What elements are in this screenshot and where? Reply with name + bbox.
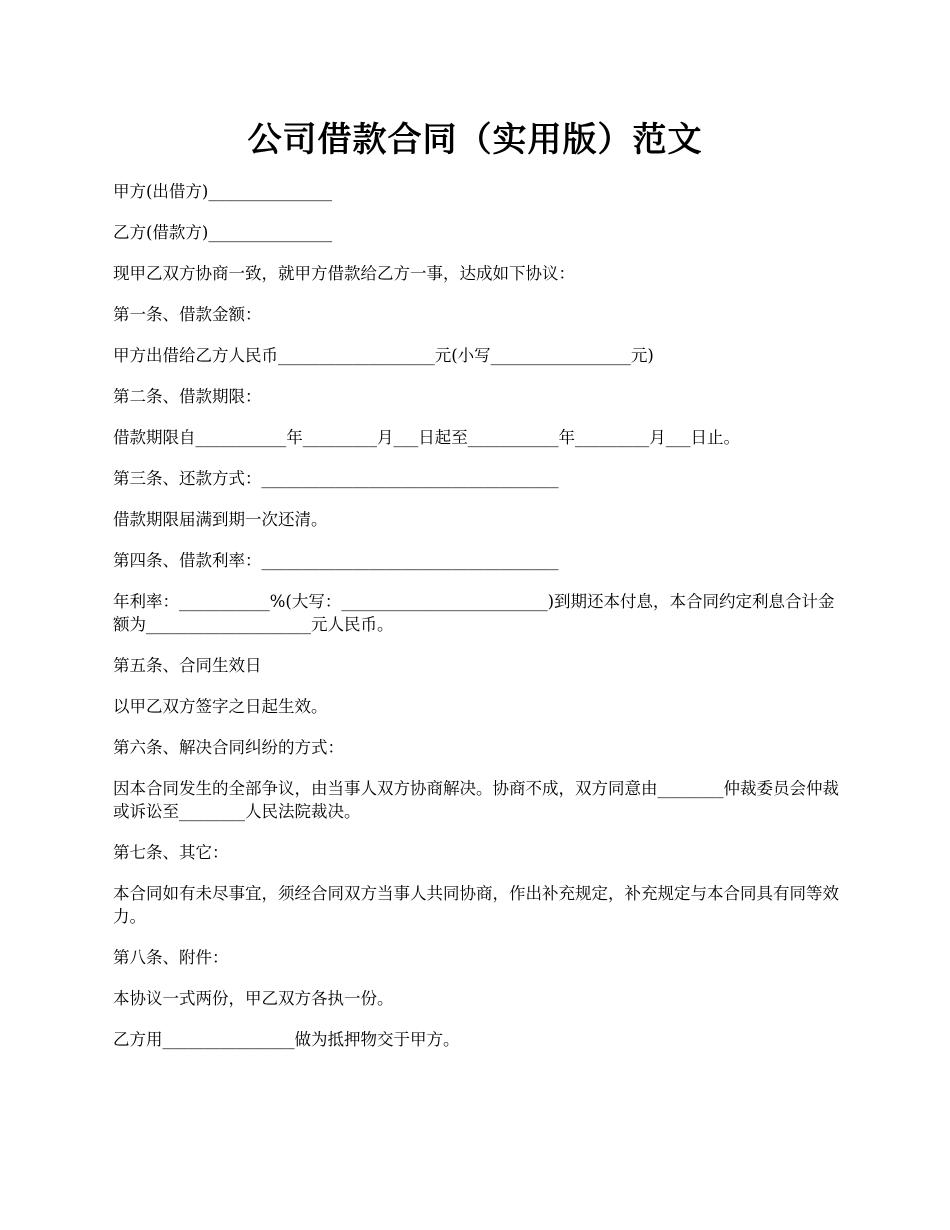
article-4-heading: 第四条、借款利率：____________________________________ — [113, 551, 559, 570]
article-2-text: 借款期限自___________年_________月___日起至___________年_________月___日止。 — [113, 428, 740, 447]
party-a-line: 甲方(出借方)_______________ — [113, 182, 333, 201]
article-6-heading: 第六条、解决合同纠纷的方式： — [113, 738, 344, 757]
article-8-text: 本协议一式两份，甲乙双方各执一份。 — [113, 989, 394, 1008]
article-7-heading: 第七条、其它： — [113, 843, 229, 862]
article-6-text: 因本合同发生的全部争议，由当事人双方协商解决。协商不成，双方同意由________仲裁委员会仲裁或诉讼至________人民法院裁决。 — [113, 779, 839, 821]
article-5-heading: 第五条、合同生效日 — [113, 656, 262, 675]
collateral-line: 乙方用________________做为抵押物交于甲方。 — [113, 1030, 460, 1049]
article-8-heading: 第八条、附件： — [113, 948, 229, 967]
article-2-heading: 第二条、借款期限： — [113, 387, 262, 406]
article-3-heading: 第三条、还款方式：____________________________________ — [113, 469, 559, 488]
party-b-line: 乙方(借款方)_______________ — [113, 223, 333, 242]
article-3-text: 借款期限届满到期一次还清。 — [113, 510, 328, 529]
article-7-text: 本合同如有未尽事宜，须经合同双方当事人共同协商，作出补充规定，补充规定与本合同具有同等效力。 — [113, 884, 839, 926]
article-4-text: 年利率：___________%(大写：_________________________)到期还本付息，本合同约定利息合计金额为____________________元人民币。 — [113, 592, 835, 634]
document-title: 公司借款合同（实用版）范文 — [247, 120, 703, 160]
document-body — [113, 180, 840, 1069]
article-1-text: 甲方出借给乙方人民币___________________元(小写_________________元) — [113, 346, 654, 365]
preamble: 现甲乙双方协商一致，就甲方借款给乙方一事，达成如下协议： — [113, 264, 575, 283]
article-1-heading: 第一条、借款金额： — [113, 305, 262, 324]
article-5-text: 以甲乙双方签字之日起生效。 — [113, 697, 328, 716]
